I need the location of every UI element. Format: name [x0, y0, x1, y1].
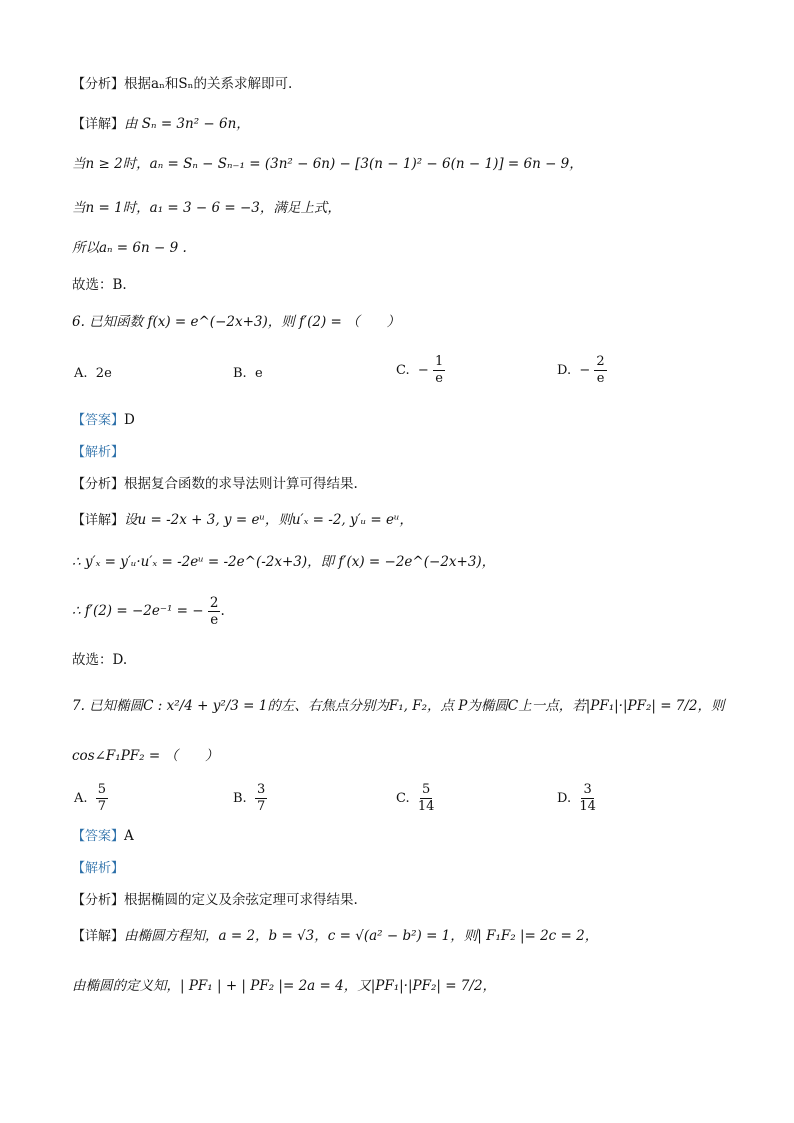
- option-letter: D.: [557, 791, 572, 806]
- q6-option-c: [396, 354, 445, 387]
- conclusion-line-q5: [72, 238, 187, 258]
- derivative-text: ∴ y′ₓ = y′ᵤ·u′ₓ = -2eᵘ = -2e^(-2x+3)，即 f′(x) = −2e^(−2x+3)，: [72, 554, 496, 570]
- result-line-q6: [72, 594, 225, 628]
- detail-tag: 【详解】: [72, 117, 125, 132]
- detail-tag: 【详解】: [72, 513, 125, 528]
- option-sign: −: [417, 363, 429, 378]
- option-value: e: [254, 366, 263, 381]
- q6-option-a: [74, 366, 112, 381]
- detail-text: 由椭圆方程知，a = 2，b = √3，c = √(a² − b²) = 1，则| F₁F₂ |= 2c = 2，: [124, 928, 599, 944]
- analysis-line-q6: [72, 474, 358, 495]
- option-fraction: [433, 354, 445, 387]
- option-letter: D.: [557, 363, 572, 378]
- fraction-numerator: 3: [256, 782, 266, 797]
- option-fraction: [255, 782, 267, 815]
- q7-option-b: [233, 782, 267, 815]
- fraction-numerator: 2: [596, 354, 605, 369]
- formula-text: 当n = 1时，a₁ = 3 − 6 = −3，满足上式，: [72, 200, 341, 216]
- option-fraction: [594, 354, 606, 387]
- fraction-denominator: 14: [579, 799, 596, 814]
- option-letter: C.: [396, 363, 410, 378]
- choice-line-q5: [72, 275, 127, 295]
- question-7-text: 7. 已知椭圆C : x²/4 + y²/3 = 1的左、右焦点分别为F₁, F₂，点 P为椭圆C上一点，若|PF₁|·|PF₂| = 7/2，则: [72, 698, 725, 714]
- fraction-numerator: 1: [434, 354, 444, 369]
- q6-option-b: [233, 366, 263, 381]
- detail-tag: 【详解】: [72, 929, 125, 944]
- option-value: 2e: [95, 366, 112, 381]
- answer-tag: 【答案】: [72, 413, 125, 428]
- fraction-denominator: 14: [417, 799, 435, 814]
- question-7-stem: [72, 696, 725, 716]
- question-6-stem: [72, 312, 400, 332]
- fraction-denominator: e: [596, 371, 605, 386]
- detail-text: 设u = -2x + 3, y = eᵘ，则u′ₓ = -2, y′ᵤ = eᵘ，: [124, 512, 413, 528]
- question-7-stem-cont: [72, 746, 218, 766]
- result-period: .: [220, 603, 225, 619]
- analysis-tag: 【分析】: [72, 477, 125, 492]
- option-letter: A.: [74, 791, 88, 806]
- formula-text: 当n ≥ 2时，aₙ = Sₙ − Sₙ₋₁ = (3n² − 6n) − [3(n − 1)² − 6(n − 1)] = 6n − 9，: [72, 156, 583, 172]
- formula-line-n-eq-1: [72, 198, 341, 218]
- option-letter: A.: [74, 366, 88, 381]
- analysis-line-q7: [72, 890, 358, 911]
- answer-tag: 【答案】: [72, 829, 125, 844]
- detail-line-q7: [72, 926, 598, 947]
- option-letter: B.: [233, 366, 247, 381]
- analysis-text: 根据复合函数的求导法则计算可得结果.: [124, 476, 358, 492]
- question-6-text: 6. 已知函数 f(x) = e^(−2x+3)，则 f′(2) = （ ）: [72, 314, 401, 330]
- question-7-text: cos∠F₁PF₂ = （ ）: [72, 748, 219, 764]
- option-fraction: [96, 782, 108, 815]
- q7-option-c: [396, 782, 434, 815]
- solution-tag: 【解析】: [72, 861, 125, 876]
- choice-line-q6: [72, 650, 127, 670]
- conclusion-text: 所以aₙ = 6n − 9 .: [72, 240, 187, 256]
- solution-tag: 【解析】: [72, 445, 125, 460]
- option-fraction: [579, 782, 596, 815]
- answer-value: D: [124, 412, 135, 428]
- fraction-denominator: e: [210, 612, 219, 628]
- result-fraction: [208, 595, 221, 628]
- analysis-tag: 【分析】: [72, 77, 125, 92]
- definition-text: 由椭圆的定义知，| PF₁ | + | PF₂ |= 2a = 4，又|PF₁|·|PF₂| = 7/2，: [72, 978, 497, 994]
- formula-line-n-ge-2: [72, 154, 583, 174]
- answer-line-q7: [72, 826, 134, 847]
- option-fraction: [418, 782, 435, 815]
- q7-option-d: [557, 782, 596, 815]
- answer-value: A: [124, 828, 134, 844]
- analysis-line-q5: [72, 74, 292, 95]
- option-letter: B.: [233, 791, 247, 806]
- detail-text: 由 Sₙ = 3n² − 6n，: [124, 116, 250, 132]
- q6-option-d: [557, 354, 607, 387]
- answer-line-q6: [72, 410, 135, 431]
- option-letter: C.: [396, 791, 410, 806]
- analysis-text: 根据aₙ和Sₙ的关系求解即可.: [124, 76, 293, 92]
- fraction-numerator: 5: [422, 782, 431, 797]
- fraction-denominator: 7: [97, 799, 107, 814]
- detail-line-q5: [72, 114, 250, 135]
- fraction-denominator: e: [435, 371, 443, 386]
- detail-line-q6: [72, 510, 413, 531]
- fraction-numerator: 5: [97, 782, 107, 797]
- fraction-numerator: 2: [209, 595, 219, 611]
- solution-heading-q7: [72, 858, 124, 879]
- option-sign: −: [579, 363, 591, 378]
- choice-text: 故选：B.: [72, 277, 127, 293]
- fraction-denominator: 7: [256, 799, 266, 814]
- fraction-numerator: 3: [583, 782, 592, 797]
- definition-line-q7: [72, 976, 496, 996]
- analysis-tag: 【分析】: [72, 893, 125, 908]
- analysis-text: 根据椭圆的定义及余弦定理可求得结果.: [124, 892, 358, 908]
- q7-option-a: [74, 782, 108, 815]
- solution-heading-q6: [72, 442, 124, 463]
- derivative-line-q6: [72, 552, 495, 572]
- choice-text: 故选：D.: [72, 652, 128, 668]
- result-text: ∴ f′(2) = −2e⁻¹ = −: [72, 603, 204, 619]
